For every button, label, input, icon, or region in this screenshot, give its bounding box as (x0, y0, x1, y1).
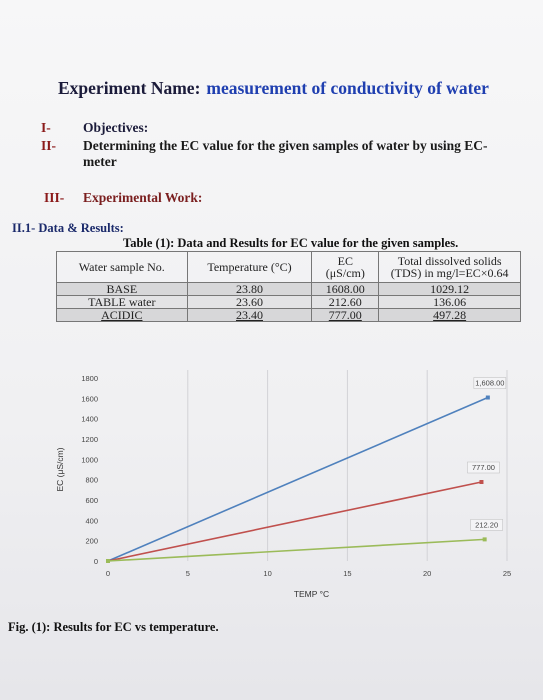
table-row (57, 296, 521, 309)
data-label: 777.00 (471, 463, 495, 473)
cell-sample: ACIDIC (57, 309, 188, 322)
header-ec-line1: EC (337, 254, 353, 268)
series-line (108, 482, 481, 561)
y-tick-label: 1800 (81, 374, 98, 383)
cell-temperature: 23.40 (187, 309, 312, 322)
cell-ec: 212.60 (312, 296, 379, 309)
y-tick-label: 1600 (81, 394, 98, 404)
objective-text-line2: meter (83, 154, 117, 169)
x-tick-label: 15 (343, 569, 352, 578)
header-ec (312, 252, 379, 283)
table-header-row (57, 252, 521, 283)
header-temperature: Temperature (°C) (187, 252, 312, 283)
series-line (108, 398, 488, 561)
cell-temperature: 23.80 (187, 283, 312, 296)
data-point (486, 396, 490, 400)
y-tick-label: 1000 (81, 455, 98, 465)
y-tick-label: 200 (85, 536, 98, 546)
figure-caption: Fig. (1): Results for EC vs temperature. (8, 620, 219, 634)
cell-sample: BASE (57, 283, 188, 296)
ec-temperature-chart (49, 355, 524, 605)
y-tick-label: 1400 (81, 414, 98, 424)
results-table (56, 251, 521, 322)
header-ec-line2: (μS/cm) (325, 266, 365, 280)
header-tds-line2: (TDS) in mg/l=EC×0.64 (390, 266, 509, 280)
cell-tds: 136.06 (379, 296, 521, 309)
data-results-heading: II.1- Data & Results: (12, 221, 124, 235)
cell-temperature: 23.60 (187, 296, 312, 309)
x-tick-label: 5 (185, 569, 190, 578)
cell-sample: TABLE water (57, 296, 188, 309)
numeral-experimental: III- (44, 190, 65, 205)
experiment-title-label: Experiment Name: (58, 78, 201, 98)
data-label: 1,608.00 (475, 378, 505, 388)
table-row (57, 283, 521, 296)
y-axis-title: EC (μS/cm) (55, 447, 65, 492)
numeral-objective-2: II- (41, 138, 57, 153)
cell-tds: 497.28 (379, 309, 521, 322)
y-tick-label: 800 (85, 475, 98, 485)
data-point (483, 537, 487, 541)
x-tick-label: 25 (502, 569, 512, 578)
cell-tds: 1029.12 (379, 283, 521, 296)
header-sample: Water sample No. (57, 252, 188, 283)
y-tick-label: 1200 (81, 435, 98, 444)
data-label: 212.20 (475, 520, 499, 530)
x-tick-label: 0 (105, 569, 111, 578)
header-tds-line1: Total dissolved solids (397, 254, 502, 268)
series-line (108, 539, 485, 561)
objective-text-line1: Determining the EC value for the given samples of water by using EC- (83, 138, 488, 153)
table-caption: Table (1): Data and Results for EC value for the given samples. (123, 236, 459, 250)
chart-svg (49, 355, 524, 605)
x-tick-label: 20 (423, 569, 432, 578)
data-point (479, 480, 483, 484)
table-row (57, 309, 521, 322)
y-tick-label: 400 (85, 516, 98, 526)
cell-ec: 777.00 (312, 309, 379, 322)
experiment-title-value: measurement of conductivity of water (206, 78, 489, 98)
objectives-heading: Objectives: (83, 120, 149, 135)
header-tds (379, 252, 521, 283)
x-axis-title: TEMP °C (293, 589, 330, 599)
numeral-objectives: I- (41, 120, 51, 135)
experiment-title (58, 78, 489, 99)
cell-ec: 1608.00 (312, 283, 379, 296)
x-tick-label: 10 (263, 569, 272, 578)
y-tick-label: 600 (85, 496, 98, 505)
y-tick-label: 0 (93, 557, 98, 566)
experimental-heading: Experimental Work: (83, 190, 203, 205)
data-point (106, 559, 110, 563)
